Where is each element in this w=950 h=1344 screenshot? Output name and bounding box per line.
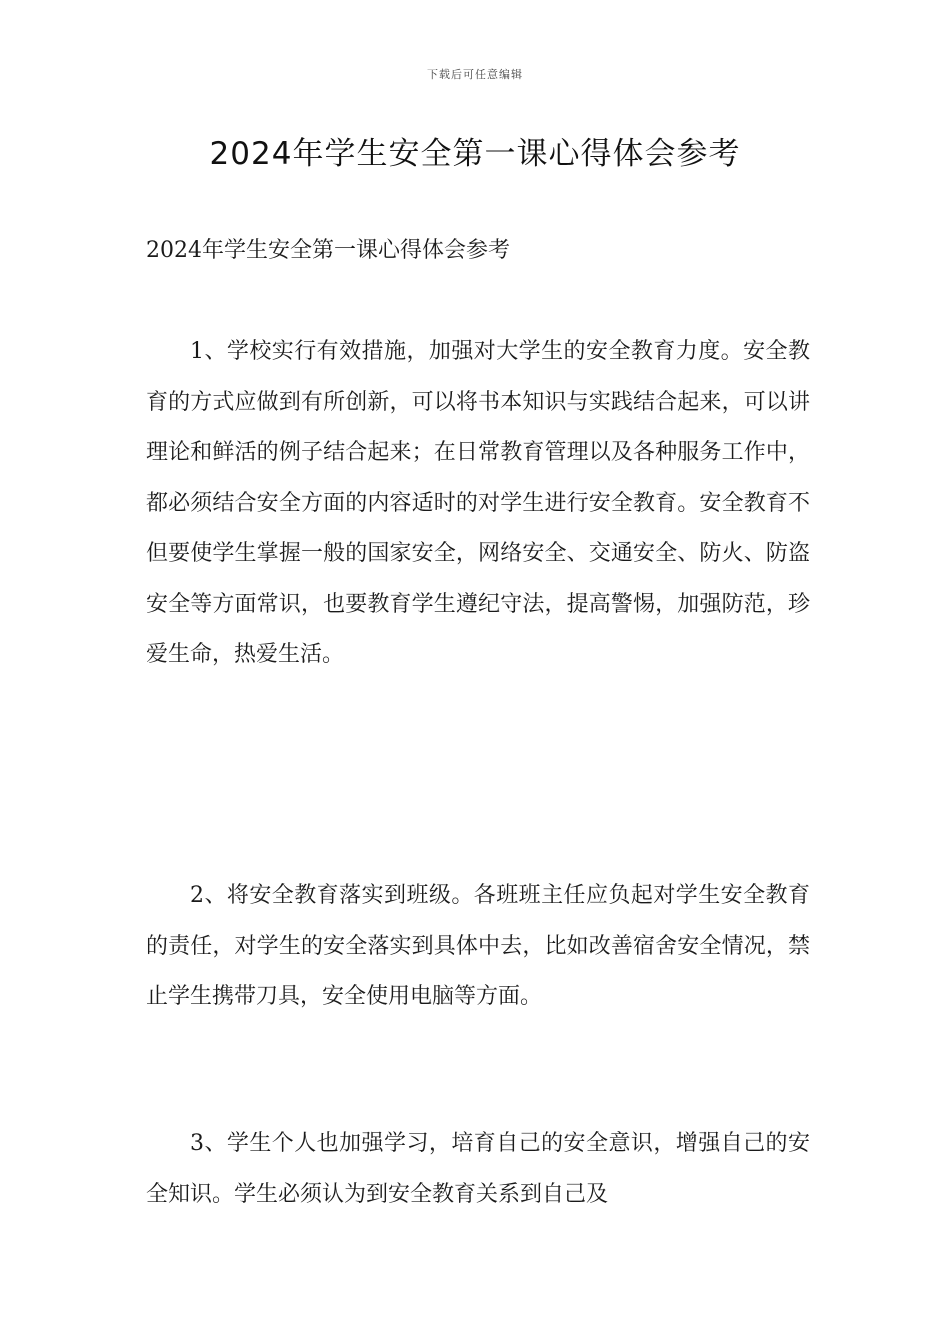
document-subtitle: 2024年学生安全第一课心得体会参考 [146,238,510,263]
document-title: 2024年学生安全第一课心得体会参考 [209,136,741,172]
paragraph-1: 1、学校实行有效措施，加强对大学生的安全教育力度。安全教育的方式应做到有所创新，可以将书本知识与实践结合起来，可以讲理论和鲜活的例子结合起来；在日常教育管理以及各种服务工作中，都必须结合安全方面的内容适时的对学生进行安全教育。安全教育不但要使学生掌握一般的国家安全，网络安全、交通安全、防火、防盗安全等方面常识，也要教育学生遵纪守法，提高警惕，加强防范，珍爱生命，热爱生活。 [146,339,810,667]
paragraph-2: 2、将安全教育落实到班级。各班班主任应负起对学生安全教育的责任，对学生的安全落实到具体中去，比如改善宿舍安全情况，禁止学生携带刀具，安全使用电脑等方面。 [146,883,810,1009]
paragraph-3: 3、学生个人也加强学习，培育自己的安全意识，增强自己的安全知识。学生必须认为到安全教育关系到自己及 [146,1131,810,1207]
header-note: 下载后可任意编辑 [427,68,523,81]
